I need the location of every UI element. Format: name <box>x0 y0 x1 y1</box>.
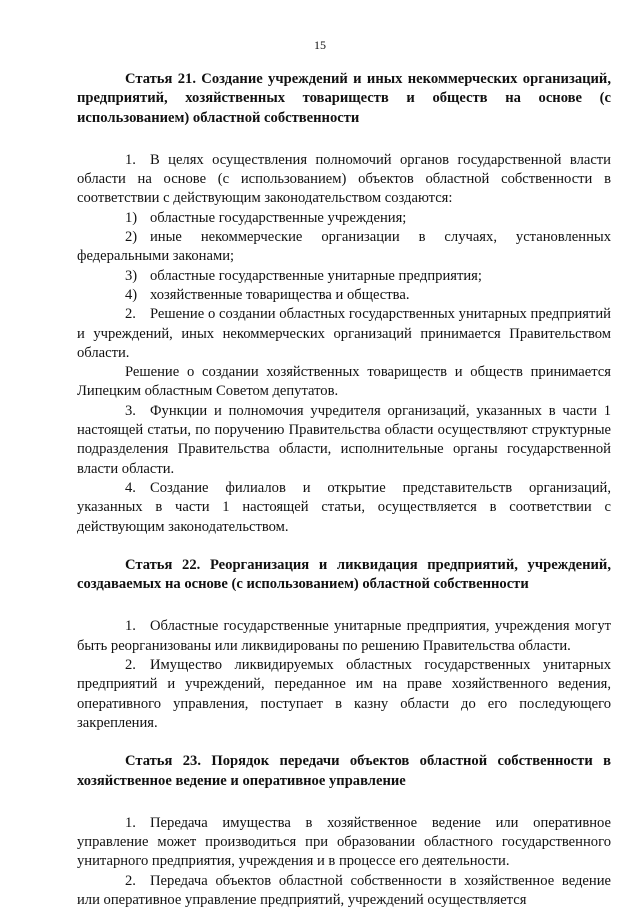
page-number: 15 <box>314 38 326 52</box>
paragraph-text: Решение о создании областных государственных унитарных предприятий и учреждений, иных некоммерческих организаций принимается Правительством области. <box>77 306 611 361</box>
article-21-paragraph-4 <box>77 479 611 537</box>
list-item <box>77 209 611 228</box>
article-22-title: Статья 22. Реорганизация и ликвидация предприятий, учреждений, создаваемых на основе (с использованием) областной собственности <box>77 556 611 593</box>
paragraph-number: 1. <box>125 151 136 168</box>
list-item-number: 3) <box>125 267 138 284</box>
paragraph-number: 4. <box>125 479 136 496</box>
list-item-text: хозяйственные товарищества и общества. <box>150 286 410 303</box>
list-item-number: 4) <box>125 286 138 303</box>
paragraph-number: 3. <box>125 402 136 419</box>
article-21-paragraph-1 <box>77 151 611 209</box>
paragraph-text: Передача объектов областной собственности в хозяйственное ведение или оперативное управление предприятий, учреждений осуществляется <box>77 872 611 908</box>
list-item-text: иные некоммерческие организации в случаях, установленных федеральными законами; <box>77 229 611 265</box>
list-item-number: 1) <box>125 209 138 226</box>
paragraph-number: 2. <box>125 306 136 323</box>
paragraph-text: Областные государственные унитарные предприятия, учреждения могут быть реорганизованы или ликвидированы по решению Правительства области. <box>77 618 611 654</box>
article-22-paragraph-2 <box>77 656 611 733</box>
paragraph-text: Создание филиалов и открытие представительств организаций, указанных в части 1 настоящей статьи, осуществляется в соответствии с действующим законодательством. <box>77 479 611 535</box>
article-21-paragraph-3 <box>77 402 611 479</box>
paragraph-text: Функции и полномочия учредителя организаций, указанных в части 1 настоящей статьи, по поручению Правительства области осуществляют структурные подразделения Правительства области, исполнительные органы государственной власти области. <box>77 402 611 477</box>
document-body <box>77 70 611 910</box>
list-item <box>77 267 611 286</box>
list-item-text: областные государственные унитарные предприятия; <box>150 267 482 284</box>
paragraph-number: 1. <box>125 814 136 831</box>
paragraph-text: В целях осуществления полномочий органов государственной власти области на основе (с использованием) объектов областной собственности в соответствии с действующим законодательством создаются: <box>77 151 611 207</box>
list-item-text: областные государственные учреждения; <box>150 209 407 226</box>
paragraph-number: 2. <box>125 657 136 674</box>
article-21-paragraph-2b: Решение о создании хозяйственных товариществ и обществ принимается Липецким областным Советом депутатов. <box>77 364 611 400</box>
article-23-paragraph-1 <box>77 814 611 872</box>
article-23-title: Статья 23. Порядок передачи объектов областной собственности в хозяйственное ведение и оперативное управление <box>77 753 611 789</box>
paragraph-text: Имущество ликвидируемых областных государственных унитарных предприятий и учреждений, переданное им на праве хозяйственного ведения, оперативного управления, поступает в казну области до его последующего закрепления. <box>77 657 611 731</box>
article-23-paragraph-2 <box>77 872 611 910</box>
list-item <box>77 228 611 267</box>
paragraph-number: 1. <box>125 618 136 635</box>
article-22-paragraph-1 <box>77 617 611 656</box>
article-21-paragraph-2 <box>77 305 611 363</box>
paragraph-number: 2. <box>125 872 136 889</box>
list-item <box>77 286 611 305</box>
list-item-number: 2) <box>125 229 138 246</box>
paragraph-text: Передача имущества в хозяйственное ведение или оперативное управление может производиться при образовании областного государственного унитарного предприятия, учреждения и в процессе его деятельности. <box>77 814 611 870</box>
article-21-title: Статья 21. Создание учреждений и иных некоммерческих организаций, предприятий, хозяйственных товариществ и обществ на основе (с использованием) областной собственности <box>77 71 611 126</box>
